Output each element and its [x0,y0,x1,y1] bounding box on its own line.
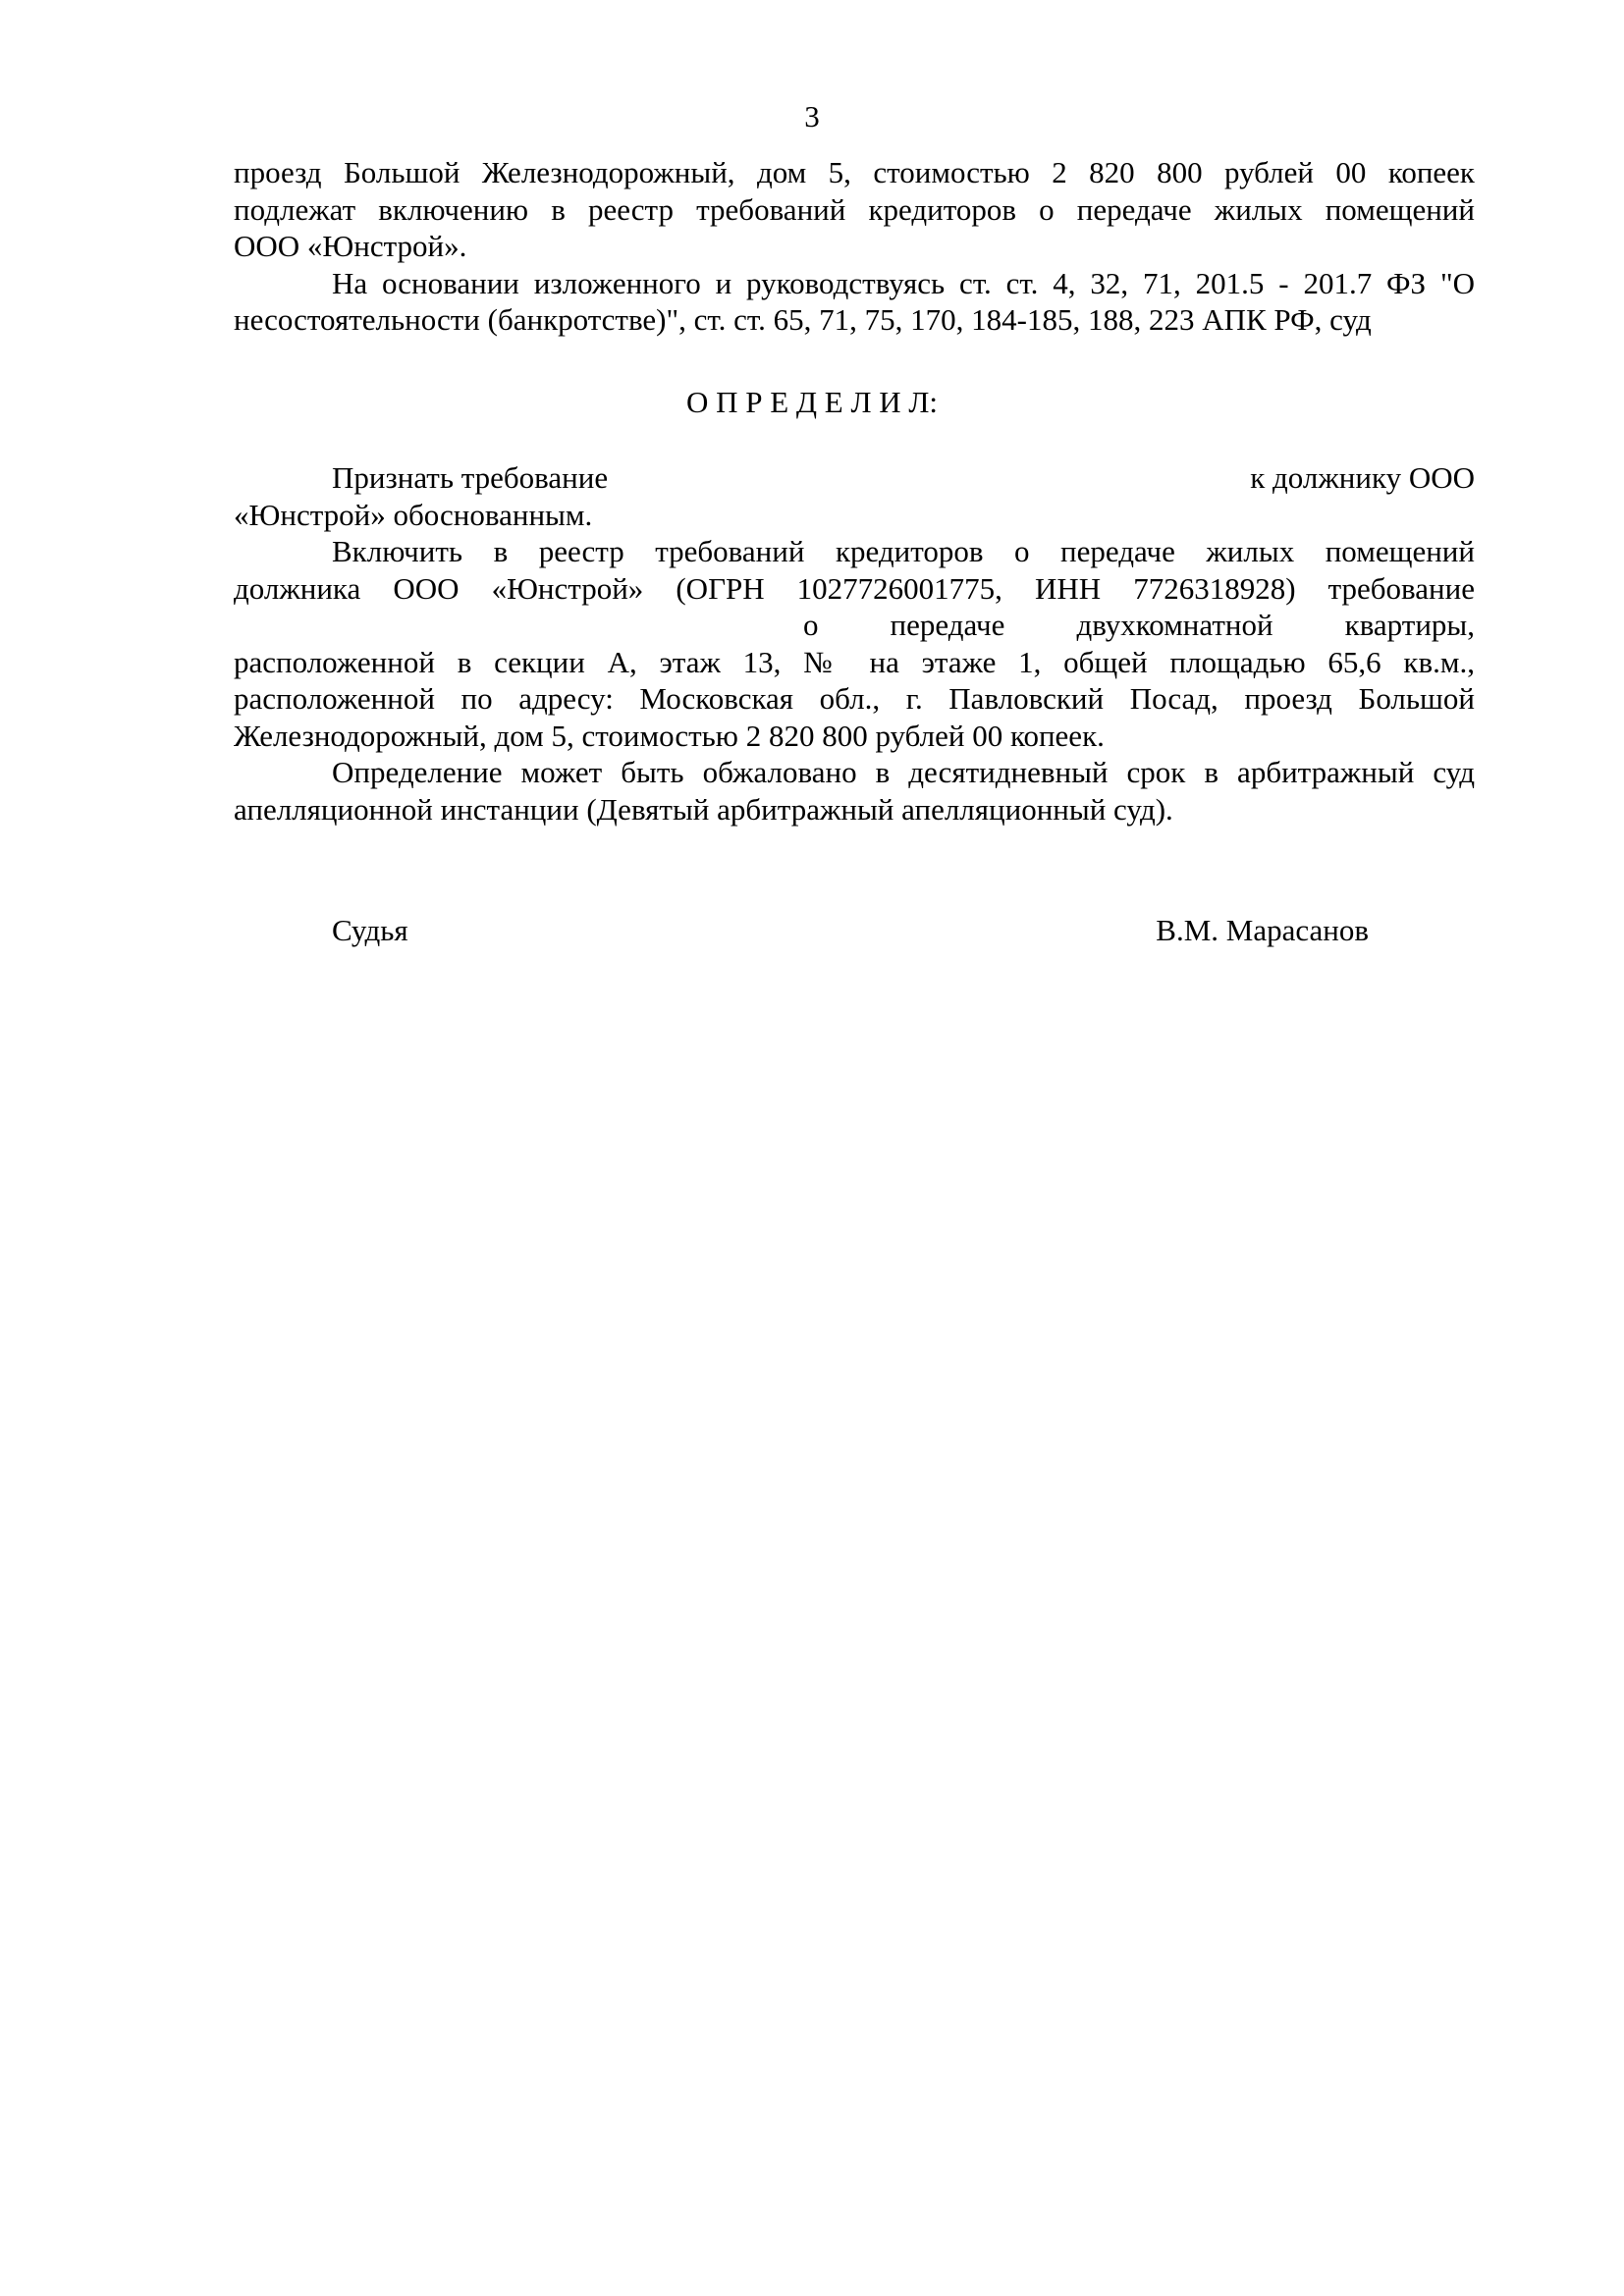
ruling-debtor-text: к должнику ООО [1250,460,1475,495]
judge-title: Судья [332,913,408,947]
text-line: о передаче двухкомнатной квартиры, [803,608,1475,642]
text-line: проезд Большой Железнодорожный, дом 5, стоимостью 2 820 800 рублей 00 копеек [234,155,1475,189]
text-line: несостоятельности (банкротстве)", ст. ст. 65, 71, 75, 170, 184-185, 188, 223 АПК РФ, суд [234,302,1372,337]
text-line: ООО «Юнстрой». [234,229,467,263]
text-line: Железнодорожный, дом 5, стоимостью 2 820 800 рублей 00 копеек. [234,718,1105,753]
text-line: расположенной по адресу: Московская обл., г. Павловский Посад, проезд Большой [234,681,1475,716]
page-number: 3 [804,99,820,133]
text-line: «Юнстрой» обоснованным. [234,497,593,532]
text-line: расположенной в секции А, этаж 13, № на этаже 1, общей площадью 65,6 кв.м., [234,644,1475,679]
text-line: Включить в реестр требований кредиторов о передаче жилых помещений [332,534,1475,568]
text-line [234,459,1475,497]
text-line: Определение может быть обжаловано в десятидневный срок в арбитражный суд [332,755,1475,789]
text-line: должника ООО «Юнстрой» (ОГРН 1027726001775, ИНН 7726318928) требование [234,570,1475,606]
ruling-paragraphs [234,459,1475,828]
text-line: апелляционной инстанции (Девятый арбитражный апелляционный суд). [234,791,1173,827]
ruling-heading: О П Р Е Д Е Л И Л: [685,385,939,419]
text-line: На основании изложенного и руководствуясь ст. ст. 4, 32, 71, 201.5 - 201.7 ФЗ "О [332,265,1475,300]
text-line: подлежат включению в реестр требований кредиторов о передаче жилых помещений [234,191,1475,227]
ruling-recognize-text: Признать требование [332,460,609,495]
intro-paragraphs [234,154,1475,339]
judge-name: В.М. Марасанов [1156,913,1369,947]
